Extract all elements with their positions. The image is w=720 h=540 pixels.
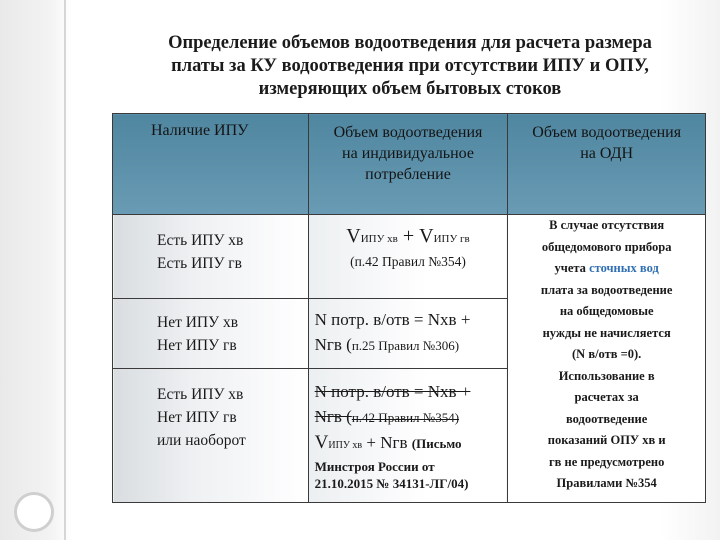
row3-ipu-cell: Есть ИПУ хв Нет ИПУ гв или наоборот (113, 369, 309, 503)
title-line-1: Определение объемов водоотведения для расчета размера (168, 33, 652, 53)
title-line-2: платы за КУ водоотведения при отсутствии ИПУ и ОПУ, (171, 56, 649, 76)
row1-reference: (п.42 Правил №354) (350, 254, 466, 269)
slide-left-decoration (0, 0, 72, 540)
row2-formula-cell (308, 299, 508, 369)
slide-corner-circle (14, 492, 54, 532)
slide-title (120, 32, 700, 101)
row1-formula: VИПУ хв + VИПУ гв (346, 225, 470, 247)
row2-formula: N потр. в/отв = Nхв + Nгв (п.25 Правил №306) (314, 310, 471, 354)
row3-formula-cell (308, 369, 508, 503)
struck-formula-b: Nгв (п.42 Правил №354) (314, 407, 460, 426)
row2-ipu-cell: Нет ИПУ хв Нет ИПУ гв (113, 299, 309, 369)
header-ipu: Наличие ИПУ (113, 114, 309, 215)
table-row (113, 215, 706, 299)
table-header-row (113, 114, 706, 215)
row1-ipu-cell: Есть ИПУ хв Есть ИПУ гв (113, 215, 309, 299)
odn-cell: В случае отсутствия общедомового прибора учета сточных вод плата за водоотведение на общедомовые нужды не начисляется (N в/отв =0). Использование в расчетах за водоотведение показаний ОПУ хв и гв не предусмотрено Правилами №354 (508, 215, 706, 503)
header-individual: Объем водоотведения на индивидуальное потребление (308, 114, 508, 215)
title-line-3: измеряющих объем бытовых стоков (258, 79, 562, 99)
row1-formula-cell (308, 215, 508, 299)
struck-formula-a: N потр. в/отв = Nхв + (314, 382, 471, 401)
volume-table (112, 113, 706, 503)
row3-formula: N потр. в/отв = Nхв + Nгв (п.42 Правил №354) VИПУ хв + Nгв (Письмо Минстроя России от 21.10.2015 № 34131-ЛГ/04) (309, 369, 508, 492)
slide-left-rule (64, 0, 66, 540)
header-odn: Объем водоотведения на ОДН (508, 114, 706, 215)
sewage-highlight: сточных вод (589, 261, 659, 275)
